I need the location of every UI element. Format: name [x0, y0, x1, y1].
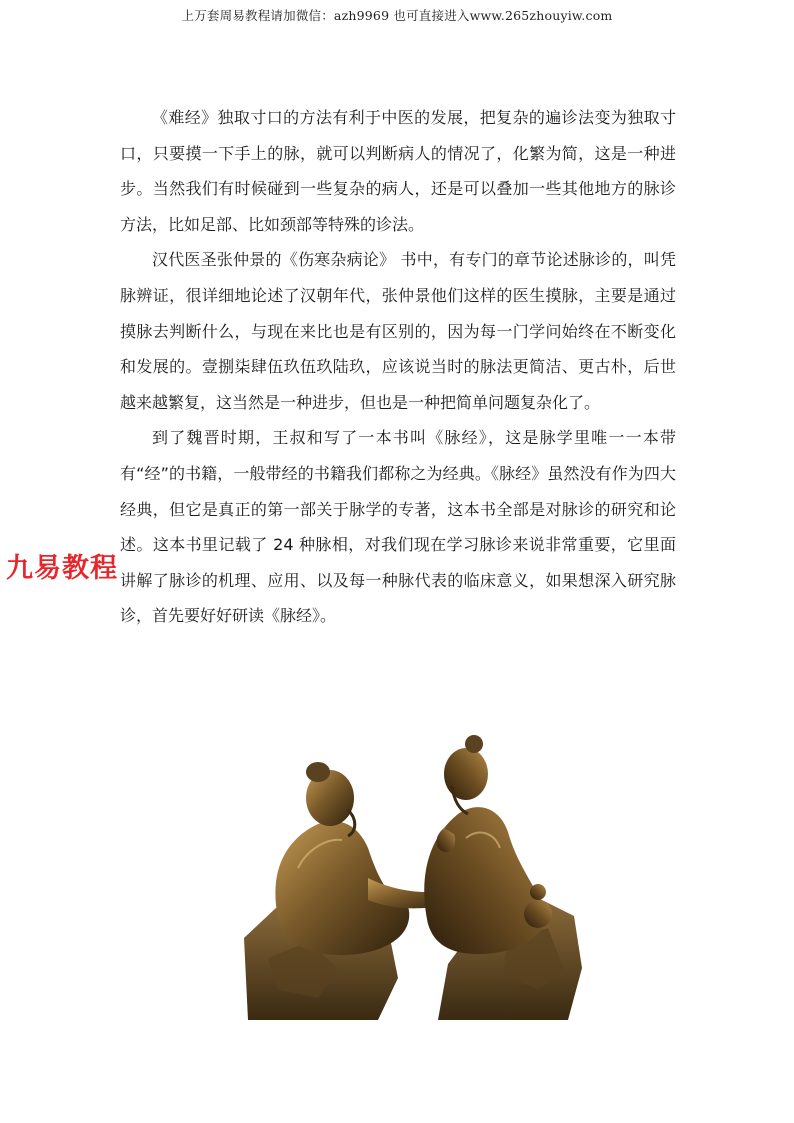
watermark-logo: 九易教程: [6, 553, 118, 584]
right-figure-head: [444, 748, 488, 800]
gourd: [524, 900, 552, 928]
paragraph-3: 到了魏晋时期，王叔和写了一本书叫《脉经》，这是脉学里唯一一本带有“经”的书籍，一般带经的书籍我们都称之为经典。《脉经》虽然没有作为四大经典，但它是真正的第一部关于脉学的专著，这本书全部是对脉诊的研究和论述。这本书里记载了 24 种脉相，对我们现在学习脉诊来说非常重要，它里面讲解了脉诊的机理、应用、以及每一种脉代表的临床意义，如果想深入研究脉诊，首先要好好研读《脉经》。: [120, 428, 676, 626]
bronze-statue-image: [238, 728, 584, 1024]
document-body: [120, 100, 676, 634]
paragraph-2: 汉代医圣张仲景的《伤寒杂病论》 书中，有专门的章节论述脉诊的，叫凭脉辨证，很详细地论述了汉朝年代，张仲景他们这样的医生摸脉，主要是通过摸脉去判断什么，与现在来比也是有区别的，因为每一门学问始终在不断变化和发展的。壹捌柒肆伍玖伍玖陆玖，应该说当时的脉法更简洁、更古朴，后世越来越繁复，这当然是一种进步，但也是一种把简单问题复杂化了。: [120, 250, 676, 412]
paragraph-1: 《难经》独取寸口的方法有利于中医的发展，把复杂的遍诊法变为独取寸口，只要摸一下手上的脉，就可以判断病人的情况了，化繁为简，这是一种进步。当然我们有时候碰到一些复杂的病人，还是可以叠加一些其他地方的脉诊方法，比如足部、比如颈部等特殊的诊法。: [120, 108, 676, 234]
page-header: 上万套周易教程请加微信：azh9969 也可直接进入www.265zhouyiw.com: [181, 8, 613, 23]
